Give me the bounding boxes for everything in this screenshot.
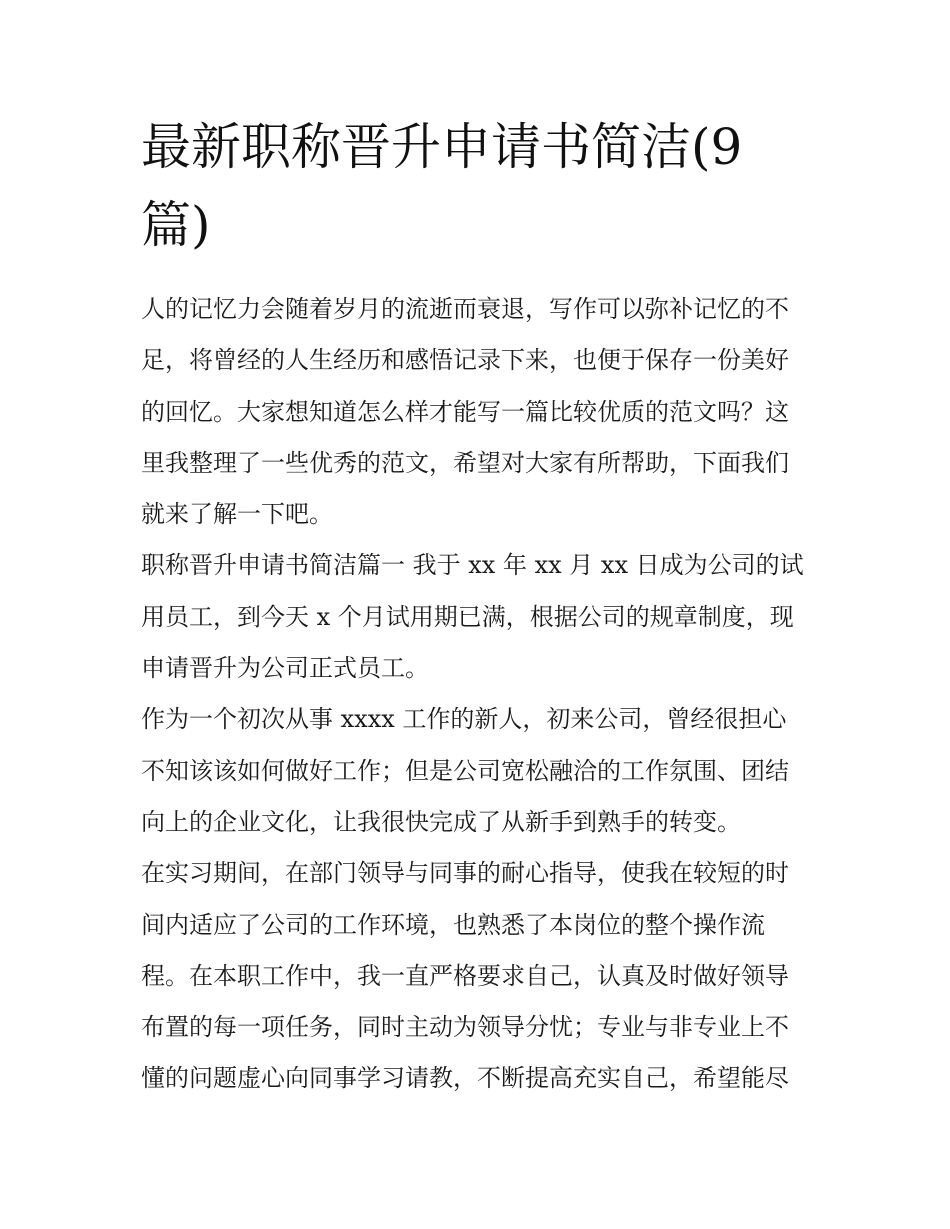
- text-line: 里我整理了一些优秀的范文，希望对大家有所帮助，下面我们: [141, 448, 789, 477]
- document-title: [141, 108, 813, 264]
- paragraph-application: [141, 540, 813, 694]
- text-line: 足，将曾经的人生经历和感悟记录下来，也便于保存一份美好: [141, 346, 789, 375]
- document-body: [141, 284, 813, 1105]
- text-line: 向上的企业文化，让我很快完成了从新手到熟手的转变。: [141, 807, 741, 836]
- text-line: 作为一个初次从事 xxxx 工作的新人，初来公司，曾经很担心: [141, 705, 787, 734]
- text-line: 不知该该如何做好工作；但是公司宽松融洽的工作氛围、团结: [141, 756, 789, 785]
- text-line: 的回忆。大家想知道怎么样才能写一篇比较优质的范文吗？这: [141, 397, 789, 426]
- text-line: 布置的每一项任务，同时主动为领导分忧；专业与非专业上不: [141, 1013, 789, 1042]
- text-line: 程。在本职工作中，我一直严格要求自己，认真及时做好领导: [141, 961, 789, 990]
- text-line: 间内适应了公司的工作环境，也熟悉了本岗位的整个操作流: [141, 910, 765, 939]
- text-line: 用员工，到今天 x 个月试用期已满，根据公司的规章制度，现: [141, 602, 794, 631]
- title-line: 篇): [141, 196, 211, 254]
- paragraph-internship: [141, 848, 813, 1104]
- paragraph-newcomer: [141, 694, 813, 848]
- text-line: 申请晋升为公司正式员工。: [141, 654, 429, 683]
- text-line: 懂的问题虚心向同事学习请教，不断提高充实自己，希望能尽: [141, 1064, 789, 1093]
- title-line: 最新职称晋升申请书简洁(9: [141, 118, 743, 176]
- text-line: 就来了解一下吧。: [141, 500, 333, 529]
- text-line: 人的记忆力会随着岁月的流逝而衰退，写作可以弥补记忆的不: [141, 295, 789, 323]
- paragraph-intro: [141, 284, 813, 540]
- text-line: 职称晋升申请书简洁篇一 我于 xx 年 xx 月 xx 日成为公司的试: [141, 551, 804, 580]
- text-line: 在实习期间，在部门领导与同事的耐心指导，使我在较短的时: [141, 859, 789, 888]
- document-content: [141, 108, 813, 1105]
